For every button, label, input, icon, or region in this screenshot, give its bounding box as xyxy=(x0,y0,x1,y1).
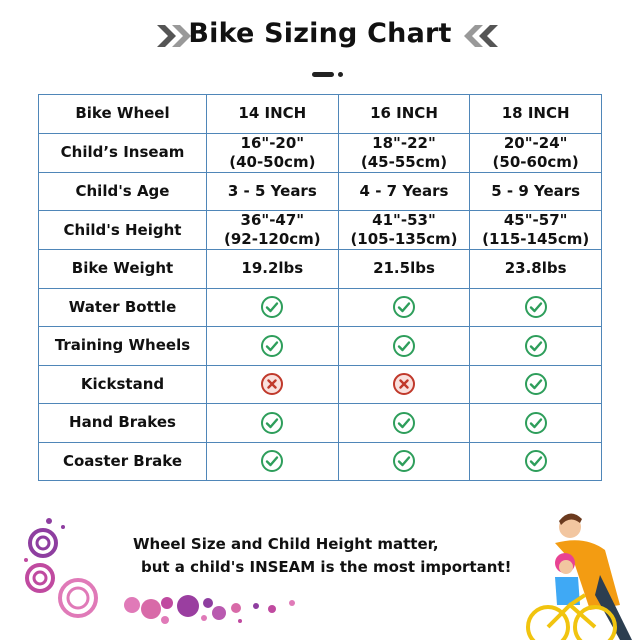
table-cell: 23.8lbs xyxy=(470,250,602,289)
sizing-table xyxy=(38,94,602,481)
feature-cell xyxy=(338,365,470,404)
size-header: 14 INCH xyxy=(207,95,339,134)
feature-cell xyxy=(338,442,470,481)
feature-cell xyxy=(470,404,602,443)
chevron-left-decor-icon xyxy=(460,23,500,49)
row-label: Bike Weight xyxy=(39,250,207,289)
x-circle-icon xyxy=(392,372,416,396)
table-row xyxy=(39,404,602,443)
feature-cell xyxy=(338,327,470,366)
size-header: 16 INCH xyxy=(338,95,470,134)
feature-cell xyxy=(338,404,470,443)
table-cell xyxy=(207,211,339,250)
feature-cell xyxy=(470,442,602,481)
table-cell xyxy=(470,211,602,250)
check-circle-icon xyxy=(392,449,416,473)
cell-value: 45"-57" xyxy=(503,211,568,229)
cell-value-metric: (40-50cm) xyxy=(229,152,316,171)
cell-value-metric: (45-55cm) xyxy=(360,152,448,171)
table-cell: 5 - 9 Years xyxy=(470,172,602,211)
table-row xyxy=(39,172,602,211)
table-row xyxy=(39,250,602,289)
feature-cell xyxy=(470,288,602,327)
title-underline-dot xyxy=(338,72,343,77)
table-row xyxy=(39,288,602,327)
table-row xyxy=(39,442,602,481)
table-cell: 3 - 5 Years xyxy=(207,172,339,211)
check-circle-icon xyxy=(524,334,548,358)
table-row xyxy=(39,211,602,250)
feature-cell xyxy=(207,404,339,443)
page-title: Bike Sizing Chart xyxy=(188,18,452,49)
check-circle-icon xyxy=(524,449,548,473)
table-cell: 21.5lbs xyxy=(338,250,470,289)
check-circle-icon xyxy=(260,295,284,319)
table-row xyxy=(39,133,602,172)
x-circle-icon xyxy=(260,372,284,396)
check-circle-icon xyxy=(392,295,416,319)
table-cell xyxy=(338,211,470,250)
cell-value: 41"-53" xyxy=(372,211,436,229)
row-label: Hand Brakes xyxy=(39,404,207,443)
table-cell: 4 - 7 Years xyxy=(338,172,470,211)
cell-value: 16"-20" xyxy=(240,133,305,152)
header xyxy=(0,0,640,80)
table-row xyxy=(39,365,602,404)
cell-value: 20"-24" xyxy=(503,133,568,152)
cell-value: 18"-22" xyxy=(372,133,436,152)
check-circle-icon xyxy=(260,449,284,473)
feature-cell xyxy=(207,327,339,366)
check-circle-icon xyxy=(392,334,416,358)
check-circle-icon xyxy=(524,411,548,435)
check-circle-icon xyxy=(260,334,284,358)
row-label: Training Wheels xyxy=(39,327,207,366)
feature-cell xyxy=(470,327,602,366)
table-cell xyxy=(470,133,602,172)
cell-value-metric: (105-135cm) xyxy=(350,230,458,248)
check-circle-icon xyxy=(392,411,416,435)
row-label: Kickstand xyxy=(39,365,207,404)
note-line-2: but a child's INSEAM is the most important! xyxy=(141,558,512,576)
table-row xyxy=(39,327,602,366)
parent-child-bike-illustration xyxy=(528,513,632,640)
table-cell: 19.2lbs xyxy=(207,250,339,289)
note-line-1: Wheel Size and Child Height matter, xyxy=(133,535,439,553)
title-underline xyxy=(312,72,334,77)
cell-value-metric: (50-60cm) xyxy=(492,152,579,171)
row-label: Child's Age xyxy=(39,172,207,211)
cell-value-metric: (115-145cm) xyxy=(482,230,590,248)
size-header: 18 INCH xyxy=(470,95,602,134)
row-label: Water Bottle xyxy=(39,288,207,327)
feature-cell xyxy=(207,442,339,481)
feature-cell xyxy=(338,288,470,327)
table-header-row xyxy=(39,95,602,134)
row-label: Bike Wheel xyxy=(39,95,207,134)
table-cell xyxy=(207,133,339,172)
feature-cell xyxy=(207,288,339,327)
check-circle-icon xyxy=(524,372,548,396)
cell-value-metric: (92-120cm) xyxy=(224,230,321,248)
feature-cell xyxy=(470,365,602,404)
row-label: Child's Height xyxy=(39,211,207,250)
check-circle-icon xyxy=(524,295,548,319)
bubble-circles-icon xyxy=(24,518,96,616)
table-cell xyxy=(338,133,470,172)
row-label: Child’s Inseam xyxy=(39,133,207,172)
check-circle-icon xyxy=(260,411,284,435)
confetti-dots-icon xyxy=(124,595,295,624)
feature-cell xyxy=(207,365,339,404)
cell-value: 36"-47" xyxy=(240,211,305,229)
row-label: Coaster Brake xyxy=(39,442,207,481)
